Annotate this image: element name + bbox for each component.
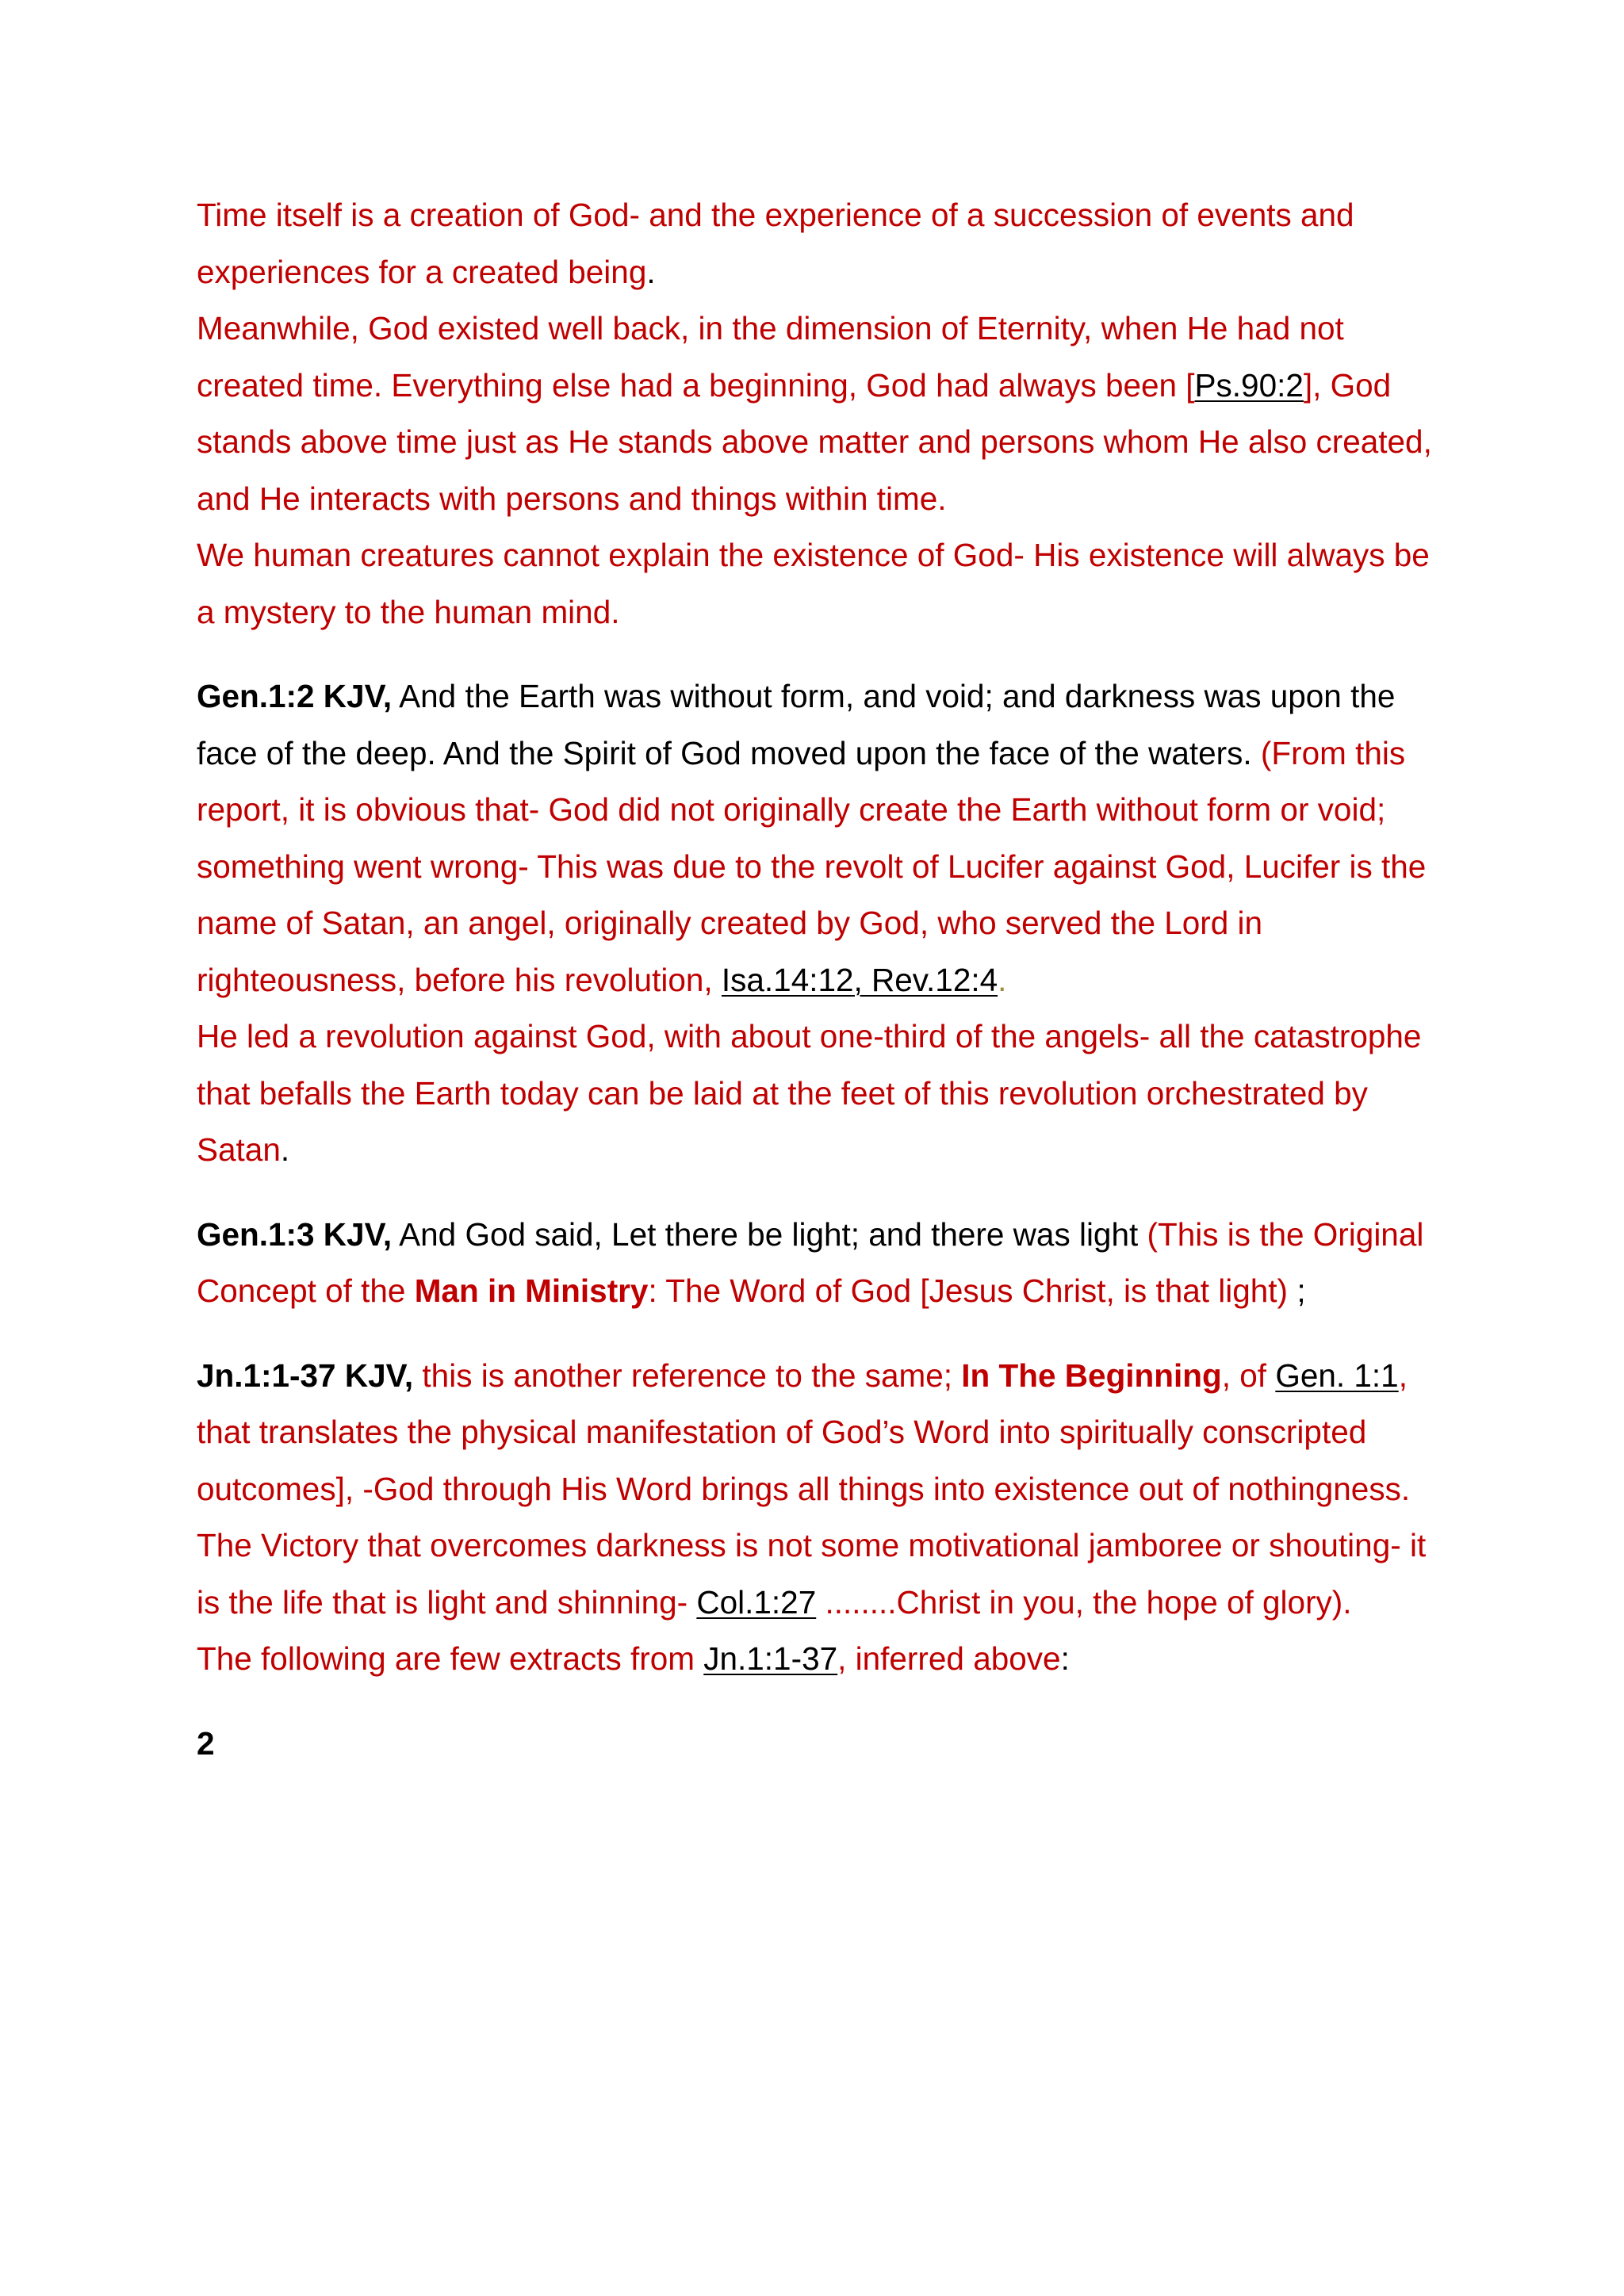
paragraph-gen-1-3 — [197, 1207, 1442, 1320]
text-inferred-above: , inferred above — [837, 1640, 1061, 1677]
text-time-creation: Time itself is a creation of God- and the experience of a succession of events and experiences for a created being — [197, 197, 1354, 290]
text-another-reference: this is another reference to the same; — [413, 1357, 962, 1394]
comment-revolution-against-god: He led a revolution against God, with about one-third of the angels- all the catastrophe that befalls the Earth today can be laid at the feet of this revolution orchestrated by Satan — [197, 1018, 1422, 1168]
text-victory-overcomes: The Victory that overcomes darkness is not some motivational jamboree or shouting- it is the life that is light and shinning- — [197, 1527, 1427, 1621]
paragraph-time-creation — [197, 187, 1442, 641]
page-number: 2 — [197, 1724, 215, 1762]
paragraph-gen-1-2 — [197, 668, 1442, 1179]
text-following-extracts: The following are few extracts from — [197, 1640, 704, 1677]
scripture-link-gen-1-1[interactable]: Gen. 1:1 — [1275, 1357, 1399, 1394]
text-period: . — [646, 253, 656, 290]
verse-label-gen-1-3: Gen.1:3 KJV, — [197, 1215, 393, 1253]
scripture-link-ps-90-2[interactable]: Ps.90:2 — [1194, 366, 1304, 404]
comment-original-concept: (This is the Original Concept of the — [197, 1215, 1424, 1309]
verse-label-gen-1-2: Gen.1:2 KJV, — [197, 678, 393, 714]
text-in-the-beginning: In The Beginning — [961, 1357, 1222, 1394]
text-of: , of — [1221, 1357, 1276, 1394]
text-meanwhile: Meanwhile, God existed well back, in the dimension of Eternity, when He had not created time. Everything else had a beginning, God had always been [ — [197, 310, 1344, 404]
scripture-link-col-1-27[interactable]: Col.1:27 — [696, 1583, 817, 1621]
text-human-creatures: We human creatures cannot explain the existence of God- His existence will always be a mystery to the human mind. — [197, 537, 1430, 630]
page-content — [197, 187, 1442, 1772]
verse-text-gen-1-2: And the Earth was without form, and void; and darkness was upon the face of the deep. And the Spirit of God moved upon the face of the waters. — [197, 678, 1396, 771]
comment-word-of-god: : The Word of God [Jesus Christ, is that light) — [648, 1272, 1297, 1309]
verse-label-jn-1-1-37: Jn.1:1-37 KJV, — [197, 1357, 414, 1394]
text-period: . — [280, 1131, 290, 1168]
text-physical-manifestation: , that translates the physical manifestation of God’s Word into spiritually conscripted outcomes], -God through His Word brings all things into existence out of nothingness. — [197, 1357, 1411, 1507]
text-colon: : — [1060, 1640, 1070, 1677]
comment-lucifer-revolt: (From this report, it is obvious that- God did not originally create the Earth without form or void; something went wrong- This was due to the revolt of Lucifer against God, Lucifer is the name of Satan, an angel, originally created by God, who served the Lord in righteousness, before his revolution, — [197, 734, 1427, 998]
text-semicolon: ; — [1297, 1272, 1306, 1309]
text-man-in-ministry: Man in Ministry — [414, 1272, 649, 1309]
scripture-link-isa-rev[interactable]: Isa.14:12, Rev.12:4 — [721, 961, 998, 998]
text-period: . — [998, 961, 1007, 998]
paragraph-jn-1-1-37 — [197, 1348, 1442, 1688]
scripture-link-jn-1-1-37[interactable]: Jn.1:1-37 — [703, 1640, 838, 1677]
text-god-stands-above-time: ], God stands above time just as He stands above matter and persons whom He also created, and He interacts with persons and things within time. — [197, 366, 1432, 517]
text-christ-in-you: ........Christ in you, the hope of glory). — [816, 1583, 1352, 1621]
verse-text-gen-1-3: And God said, Let there be light; and there was light — [392, 1215, 1147, 1253]
